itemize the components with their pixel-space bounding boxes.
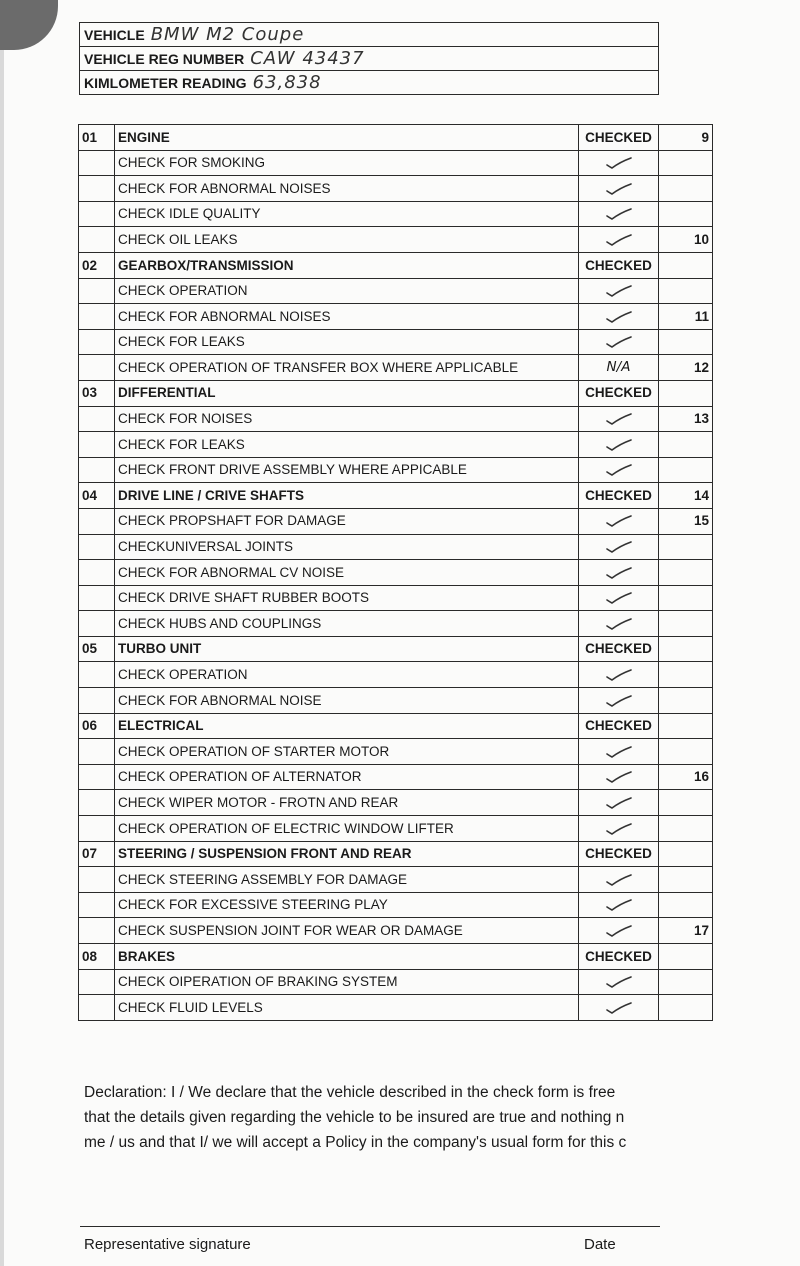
km-value: 63,838: [252, 72, 322, 93]
checklist-item-label: CHECK FOR SMOKING: [115, 150, 579, 176]
check-mark-icon: [579, 457, 659, 483]
section-title: DRIVE LINE / CRIVE SHAFTS: [115, 483, 579, 509]
section-status: CHECKED: [579, 252, 659, 278]
page-number: 9: [659, 125, 713, 151]
item-number-cell: [79, 534, 115, 560]
section-header-row: [79, 841, 713, 867]
date-label: Date: [584, 1236, 616, 1253]
representative-signature-label: Representative signature: [84, 1236, 251, 1253]
page-number: [659, 560, 713, 586]
checklist-item-row: [79, 355, 713, 381]
check-mark-icon: [579, 764, 659, 790]
inspection-checklist-table: [78, 124, 713, 1021]
page-number: [659, 611, 713, 637]
check-mark-icon: [579, 969, 659, 995]
check-mark-icon: [579, 304, 659, 330]
section-status: CHECKED: [579, 713, 659, 739]
page-number: [659, 201, 713, 227]
item-number-cell: [79, 278, 115, 304]
na-mark: N/A: [579, 355, 659, 381]
check-mark-icon: [579, 534, 659, 560]
check-mark-icon: [579, 688, 659, 714]
item-number-cell: [79, 227, 115, 253]
section-header-row: [79, 713, 713, 739]
page-number: [659, 816, 713, 842]
page-number: [659, 713, 713, 739]
page-number: [659, 790, 713, 816]
vehicle-details-table: [79, 22, 659, 95]
checklist-item-row: [79, 662, 713, 688]
declaration-line: that the details given regarding the vehicle to be insured are true and nothing n: [84, 1109, 625, 1126]
signature-line: [80, 1226, 660, 1227]
declaration-line: Declaration: I / We declare that the vehicle described in the check form is free: [84, 1084, 616, 1101]
page-number: [659, 841, 713, 867]
checklist-item-label: CHECK FOR ABNORMAL NOISE: [115, 688, 579, 714]
checklist-item-row: [79, 918, 713, 944]
checklist-item-row: [79, 176, 713, 202]
checklist-item-row: [79, 739, 713, 765]
item-number-cell: [79, 867, 115, 893]
item-number-cell: [79, 585, 115, 611]
item-number-cell: [79, 432, 115, 458]
item-number-cell: [79, 355, 115, 381]
check-mark-icon: [579, 790, 659, 816]
checklist-item-row: [79, 304, 713, 330]
check-mark-icon: [579, 995, 659, 1021]
check-mark-icon: [579, 560, 659, 586]
page-number: [659, 432, 713, 458]
section-status: CHECKED: [579, 841, 659, 867]
item-number-cell: [79, 611, 115, 637]
item-number-cell: [79, 329, 115, 355]
page-number: [659, 176, 713, 202]
item-number-cell: [79, 918, 115, 944]
check-mark-icon: [579, 892, 659, 918]
check-mark-icon: [579, 662, 659, 688]
section-title: ELECTRICAL: [115, 713, 579, 739]
declaration-line: me / us and that I/ we will accept a Policy in the company's usual form for this c: [84, 1134, 627, 1151]
checklist-item-row: [79, 969, 713, 995]
section-header-row: [79, 636, 713, 662]
item-number-cell: [79, 995, 115, 1021]
checklist-item-label: CHECK OIL LEAKS: [115, 227, 579, 253]
page-number: [659, 892, 713, 918]
item-number-cell: [79, 969, 115, 995]
checklist-item-row: [79, 867, 713, 893]
page-number: [659, 534, 713, 560]
checklist-item-row: [79, 892, 713, 918]
section-number: 06: [79, 713, 115, 739]
page-number: [659, 329, 713, 355]
section-number: 08: [79, 944, 115, 970]
checklist-item-label: CHECK FOR NOISES: [115, 406, 579, 432]
checklist-item-row: [79, 764, 713, 790]
page-number: 15: [659, 508, 713, 534]
item-number-cell: [79, 508, 115, 534]
page-number: [659, 688, 713, 714]
page-edge: [0, 50, 4, 1266]
page-number: [659, 995, 713, 1021]
page-number: [659, 585, 713, 611]
section-number: 04: [79, 483, 115, 509]
checklist-item-label: CHECK FOR LEAKS: [115, 432, 579, 458]
check-mark-icon: [579, 918, 659, 944]
checklist-item-row: [79, 816, 713, 842]
checklist-item-row: [79, 534, 713, 560]
item-number-cell: [79, 150, 115, 176]
item-number-cell: [79, 176, 115, 202]
checklist-item-label: CHECK OPERATION OF ELECTRIC WINDOW LIFTER: [115, 816, 579, 842]
checklist-item-row: [79, 560, 713, 586]
checklist-item-row: [79, 611, 713, 637]
item-number-cell: [79, 739, 115, 765]
checklist-item-label: CHECK FRONT DRIVE ASSEMBLY WHERE APPICABLE: [115, 457, 579, 483]
check-mark-icon: [579, 150, 659, 176]
checklist-item-row: [79, 406, 713, 432]
checklist-item-label: CHECK FOR ABNORMAL CV NOISE: [115, 560, 579, 586]
page-number: 14: [659, 483, 713, 509]
page-number: [659, 636, 713, 662]
km-row: [80, 71, 659, 95]
checklist-item-row: [79, 995, 713, 1021]
checklist-item-label: CHECK OPERATION: [115, 278, 579, 304]
section-number: 03: [79, 380, 115, 406]
checklist-item-row: [79, 585, 713, 611]
checklist-item-row: [79, 201, 713, 227]
page-number: [659, 457, 713, 483]
checklist-item-label: CHECK HUBS AND COUPLINGS: [115, 611, 579, 637]
item-number-cell: [79, 406, 115, 432]
section-header-row: [79, 483, 713, 509]
section-status: CHECKED: [579, 944, 659, 970]
item-number-cell: [79, 560, 115, 586]
checklist-item-row: [79, 227, 713, 253]
check-mark-icon: [579, 739, 659, 765]
check-mark-icon: [579, 278, 659, 304]
item-number-cell: [79, 201, 115, 227]
checklist-item-label: CHECK PROPSHAFT FOR DAMAGE: [115, 508, 579, 534]
reg-label: VEHICLE REG NUMBER: [84, 51, 245, 67]
section-title: STEERING / SUSPENSION FRONT AND REAR: [115, 841, 579, 867]
checklist-item-row: [79, 457, 713, 483]
page-number: 12: [659, 355, 713, 381]
item-number-cell: [79, 790, 115, 816]
section-header-row: [79, 252, 713, 278]
page-number: 11: [659, 304, 713, 330]
checklist-item-row: [79, 508, 713, 534]
checklist-item-label: CHECKUNIVERSAL JOINTS: [115, 534, 579, 560]
checklist-item-label: CHECK FLUID LEVELS: [115, 995, 579, 1021]
page-number: [659, 867, 713, 893]
checklist-item-row: [79, 432, 713, 458]
section-title: ENGINE: [115, 125, 579, 151]
check-mark-icon: [579, 201, 659, 227]
item-number-cell: [79, 457, 115, 483]
check-mark-icon: [579, 508, 659, 534]
page-number: 13: [659, 406, 713, 432]
page-number: 17: [659, 918, 713, 944]
checklist-item-label: CHECK FOR ABNORMAL NOISES: [115, 304, 579, 330]
checklist-item-label: CHECK OPERATION OF ALTERNATOR: [115, 764, 579, 790]
section-number: 05: [79, 636, 115, 662]
section-header-row: [79, 380, 713, 406]
vehicle-label: VEHICLE: [84, 27, 145, 43]
section-header-row: [79, 944, 713, 970]
checklist-item-label: CHECK SUSPENSION JOINT FOR WEAR OR DAMAGE: [115, 918, 579, 944]
section-title: DIFFERENTIAL: [115, 380, 579, 406]
checklist-item-label: CHECK WIPER MOTOR - FROTN AND REAR: [115, 790, 579, 816]
checklist-item-row: [79, 150, 713, 176]
checklist-item-label: CHECK OIPERATION OF BRAKING SYSTEM: [115, 969, 579, 995]
section-status: CHECKED: [579, 483, 659, 509]
reg-value: CAW 43437: [250, 48, 365, 69]
section-number: 01: [79, 125, 115, 151]
page-number: [659, 150, 713, 176]
section-title: GEARBOX/TRANSMISSION: [115, 252, 579, 278]
check-mark-icon: [579, 329, 659, 355]
checklist-item-label: CHECK OPERATION OF STARTER MOTOR: [115, 739, 579, 765]
page-number: [659, 252, 713, 278]
declaration: [84, 1080, 724, 1155]
checklist-item-row: [79, 790, 713, 816]
check-mark-icon: [579, 176, 659, 202]
section-header-row: [79, 125, 713, 151]
section-title: TURBO UNIT: [115, 636, 579, 662]
page-number: [659, 380, 713, 406]
check-mark-icon: [579, 406, 659, 432]
checklist-item-row: [79, 278, 713, 304]
item-number-cell: [79, 764, 115, 790]
section-number: 07: [79, 841, 115, 867]
checklist-item-row: [79, 329, 713, 355]
vehicle-value: BMW M2 Coupe: [150, 24, 305, 45]
section-title: BRAKES: [115, 944, 579, 970]
check-mark-icon: [579, 227, 659, 253]
page-number: [659, 944, 713, 970]
checklist-item-label: CHECK STEERING ASSEMBLY FOR DAMAGE: [115, 867, 579, 893]
vehicle-row: [80, 23, 659, 47]
section-number: 02: [79, 252, 115, 278]
check-mark-icon: [579, 585, 659, 611]
section-status: CHECKED: [579, 636, 659, 662]
checklist-item-label: CHECK DRIVE SHAFT RUBBER BOOTS: [115, 585, 579, 611]
check-mark-icon: [579, 816, 659, 842]
checklist-item-label: CHECK FOR LEAKS: [115, 329, 579, 355]
page-number: 10: [659, 227, 713, 253]
reg-row: [80, 47, 659, 71]
item-number-cell: [79, 688, 115, 714]
checklist-item-label: CHECK IDLE QUALITY: [115, 201, 579, 227]
section-status: CHECKED: [579, 380, 659, 406]
check-mark-icon: [579, 867, 659, 893]
km-label: KIMLOMETER READING: [84, 75, 247, 91]
item-number-cell: [79, 816, 115, 842]
page-number: [659, 278, 713, 304]
check-mark-icon: [579, 611, 659, 637]
page-number: [659, 969, 713, 995]
page-corner-shadow: [0, 0, 58, 50]
item-number-cell: [79, 304, 115, 330]
check-mark-icon: [579, 432, 659, 458]
checklist-item-label: CHECK OPERATION: [115, 662, 579, 688]
checklist-item-label: CHECK FOR EXCESSIVE STEERING PLAY: [115, 892, 579, 918]
checklist-item-label: CHECK OPERATION OF TRANSFER BOX WHERE APPLICABLE: [115, 355, 579, 381]
item-number-cell: [79, 662, 115, 688]
checklist-item-label: CHECK FOR ABNORMAL NOISES: [115, 176, 579, 202]
page-number: 16: [659, 764, 713, 790]
section-status: CHECKED: [579, 125, 659, 151]
checklist-item-row: [79, 688, 713, 714]
page-number: [659, 739, 713, 765]
item-number-cell: [79, 892, 115, 918]
page-number: [659, 662, 713, 688]
